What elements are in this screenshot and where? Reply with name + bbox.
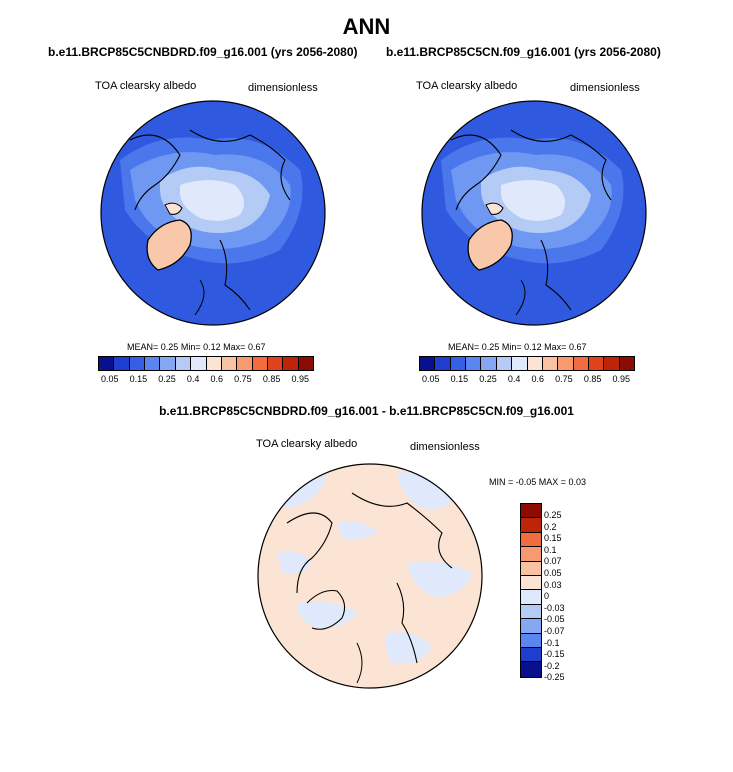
panel-2-variable: TOA clearsky albedo [416,80,518,92]
panel-2-units: dimensionless [570,82,640,94]
colorbar-swatch [543,357,558,370]
panel-2-stats [448,342,586,352]
colorbar-swatch [114,357,129,370]
diff-level-label: 0.25 [544,510,562,520]
colorbar-swatch [466,357,481,370]
colorbar-swatch [451,357,466,370]
difference-polar-map [257,463,483,689]
colorbar-swatch [99,357,114,370]
diff-colorbar-swatch [521,605,541,619]
panel-1-variable: TOA clearsky albedo [95,80,197,92]
diff-colorbar-swatch [521,619,541,633]
diff-colorbar-swatch [521,662,541,676]
cbar-tick: 0.85 [262,374,281,384]
panel-2-mean: 0.25 [481,342,500,352]
difference-title: b.e11.BRCP85C5CNBDRD.f09_g16.001 - b.e11.BRCP85C5CN.f09_g16.001 [159,404,574,418]
diff-colorbar-swatch [521,634,541,648]
colorbar-swatch [237,357,252,370]
panel-1-polar-map [100,100,326,326]
difference-units: dimensionless [410,441,480,453]
colorbar-swatch [207,357,222,370]
colorbar-swatch [222,357,237,370]
cbar-tick: 0.4 [507,374,521,384]
colorbar-swatch [528,357,543,370]
cbar-tick: 0.05 [101,374,119,384]
diff-level-label: -0.05 [544,614,565,625]
panel-1-max-label: Max= [223,342,246,352]
diff-level-label: 0.2 [544,521,557,532]
diff-level-label: 0 [544,591,550,602]
diff-colorbar-swatch [521,518,541,532]
cbar-tick: 0.6 [531,374,545,384]
diff-level-label: -0.25 [544,672,565,683]
colorbar-swatch [299,357,313,370]
colorbar-swatch [604,357,619,370]
panel-2-mean-label: MEAN= [448,342,480,352]
colorbar-swatch [420,357,435,370]
cbar-tick: 0.75 [234,374,252,384]
difference-minmax: MIN = -0.05 MAX = 0.03 [489,477,587,487]
colorbar-swatch [497,357,512,370]
colorbar-swatch [558,357,573,370]
panel-2-min-label: Min= [501,342,522,352]
diff-colorbar-swatch [521,533,541,547]
panel-1-units: dimensionless [248,82,318,94]
cbar-tick: 0.6 [210,374,224,384]
diff-level-label: 0.15 [544,533,562,544]
cbar-tick: 0.25 [158,374,176,384]
panel-1-case-title: b.e11.BRCP85C5CNBDRD.f09_g16.001 (yrs 2056-2080) [48,45,358,59]
cbar-tick: 0.05 [422,374,440,384]
colorbar-swatch [268,357,283,370]
difference-variable: TOA clearsky albedo [256,438,358,450]
diff-level-label: 0.03 [544,579,562,590]
panel-1-max: 0.67 [247,342,266,352]
panel-1-stats [127,342,265,352]
cbar-tick: 0.75 [555,374,573,384]
colorbar-swatch [589,357,604,370]
cbar-tick: 0.95 [291,374,309,384]
panel-1-min: 0.12 [203,342,221,352]
diff-level-label: 0.05 [544,567,562,578]
colorbar-swatch [481,357,496,370]
colorbar-swatch [435,357,450,370]
diff-level-label: -0.15 [544,649,565,660]
cbar-tick: 0.15 [129,374,148,384]
cbar-tick: 0.25 [479,374,497,384]
panel-1-colorbar-ticks [101,374,309,384]
panel-2-colorbar-ticks [422,374,630,384]
difference-colorbar [520,503,542,678]
diff-level-label: 0.1 [544,544,557,555]
panel-2-max: 0.67 [568,342,587,352]
cbar-tick: 0.15 [450,374,469,384]
colorbar-swatch [191,357,206,370]
colorbar-swatch [176,357,191,370]
colorbar-swatch [283,357,298,370]
panel-2-polar-map [421,100,647,326]
colorbar-swatch [620,357,634,370]
colorbar-swatch [512,357,527,370]
panel-2-colorbar [419,356,635,371]
panel-2-case-title: b.e11.BRCP85C5CN.f09_g16.001 (yrs 2056-2080) [386,45,661,59]
diff-level-label: -0.1 [544,637,560,648]
diff-level-label: 0.07 [544,556,562,567]
diff-colorbar-swatch [521,576,541,590]
diff-colorbar-swatch [521,504,541,518]
panel-1-colorbar [98,356,314,371]
cbar-tick: 0.85 [583,374,602,384]
colorbar-swatch [253,357,268,370]
main-title: ANN [342,14,391,39]
difference-colorbar-labels [544,510,565,684]
cbar-tick: 0.95 [612,374,630,384]
diff-level-label: -0.07 [544,625,565,636]
diff-colorbar-swatch [521,648,541,662]
colorbar-swatch [574,357,589,370]
panel-1-min-label: Min= [180,342,201,352]
diff-colorbar-swatch [521,590,541,604]
colorbar-swatch [130,357,145,370]
panel-1-mean-label: MEAN= [127,342,159,352]
diff-colorbar-swatch [521,547,541,561]
colorbar-swatch [160,357,175,370]
panel-2-max-label: Max= [544,342,567,352]
panel-2-min: 0.12 [524,342,542,352]
cbar-tick: 0.4 [186,374,200,384]
diff-colorbar-swatch [521,562,541,576]
diff-level-label: -0.2 [544,660,560,671]
diff-level-label: -0.03 [544,602,565,613]
panel-1-mean: 0.25 [160,342,179,352]
colorbar-swatch [145,357,160,370]
